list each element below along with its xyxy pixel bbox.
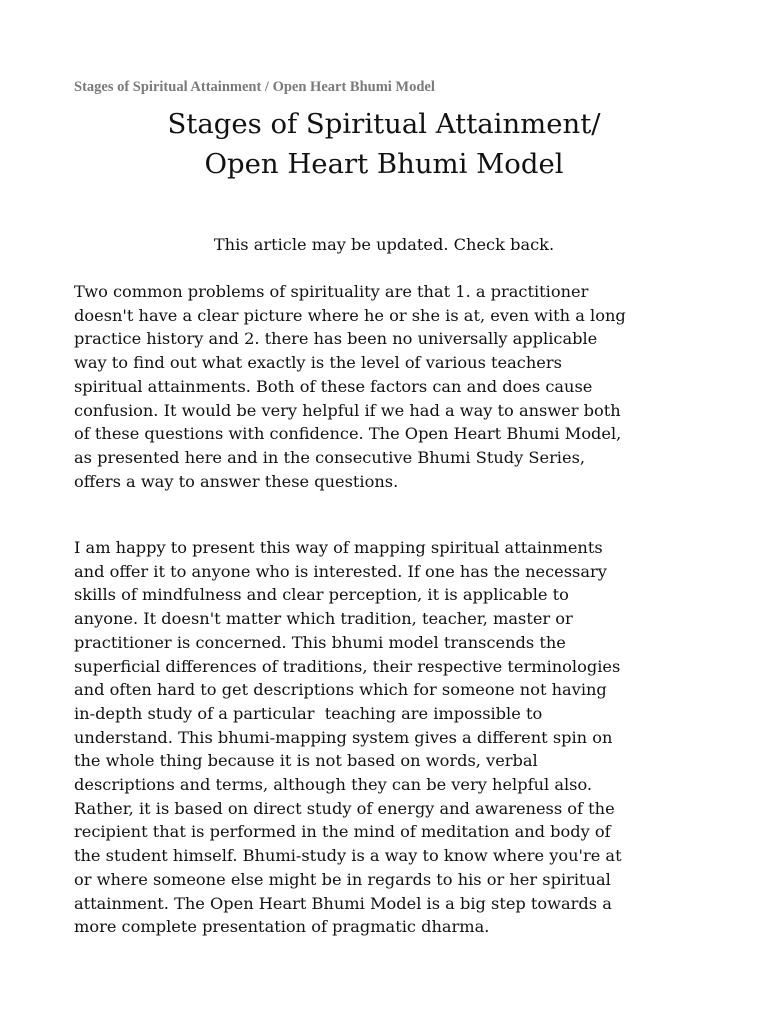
paragraph-line: the student himself. Bhumi-study is a way to know where you're at [74, 846, 622, 866]
paragraph-line: the whole thing because it is not based on words, verbal [74, 751, 538, 771]
paragraph-line: confusion. It would be very helpful if we had a way to answer both [74, 400, 621, 420]
paragraph-1 [74, 280, 626, 493]
paragraph-line: more complete presentation of pragmatic dharma. [74, 917, 490, 937]
paragraph-line: doesn't have a clear picture where he or she is at, even with a long [74, 305, 626, 325]
paragraph-line: as presented here and in the consecutive Bhumi Study Series, [74, 447, 586, 467]
paragraph-line: in-depth study of a particular teaching are impossible to [74, 703, 543, 723]
paragraph-line: descriptions and terms, although they can be very helpful also. [74, 775, 593, 795]
paragraph-line: spiritual attainments. Both of these factors can and does cause [74, 376, 593, 396]
paragraph-line: recipient that is performed in the mind of meditation and body of [74, 822, 611, 842]
paragraph-line: superficial differences of traditions, their respective terminologies [74, 656, 621, 676]
paragraph-line: or where someone else might be in regards to his or her spiritual [74, 869, 611, 889]
paragraph-line: Two common problems of spirituality are that 1. a practitioner [74, 282, 589, 301]
paragraph-line: practitioner is concerned. This bhumi model transcends the [74, 632, 566, 652]
paragraph-line: practice history and 2. there has been no universally applicable [74, 329, 598, 349]
paragraph-line: Rather, it is based on direct study of energy and awareness of the [74, 798, 615, 818]
paragraph-line: I am happy to present this way of mapping spiritual attainments [74, 538, 603, 557]
paragraph-line: and often hard to get descriptions which for someone not having [74, 680, 607, 700]
title-line-2: Open Heart Bhumi Model [204, 148, 564, 180]
paragraph-2 [74, 536, 622, 939]
page-title [0, 104, 768, 184]
paragraph-line: and offer it to anyone who is interested. If one has the necessary [74, 561, 607, 581]
paragraph-line: understand. This bhumi-mapping system gives a different spin on [74, 727, 613, 747]
paragraph-line: anyone. It doesn't matter which tradition, teacher, master or [74, 609, 573, 629]
running-header: Stages of Spiritual Attainment / Open Heart Bhumi Model [74, 79, 435, 95]
paragraph-line: offers a way to answer these questions. [74, 471, 399, 491]
paragraph-line: of these questions with confidence. The Open Heart Bhumi Model, [74, 424, 622, 444]
title-line-1: Stages of Spiritual Attainment/ [167, 108, 601, 140]
paragraph-line: skills of mindfulness and clear perception, it is applicable to [74, 585, 569, 605]
update-note: This article may be updated. Check back. [213, 235, 555, 254]
paragraph-line: attainment. The Open Heart Bhumi Model is a big step towards a [74, 893, 612, 913]
paragraph-line: way to find out what exactly is the level of various teachers [74, 353, 562, 373]
